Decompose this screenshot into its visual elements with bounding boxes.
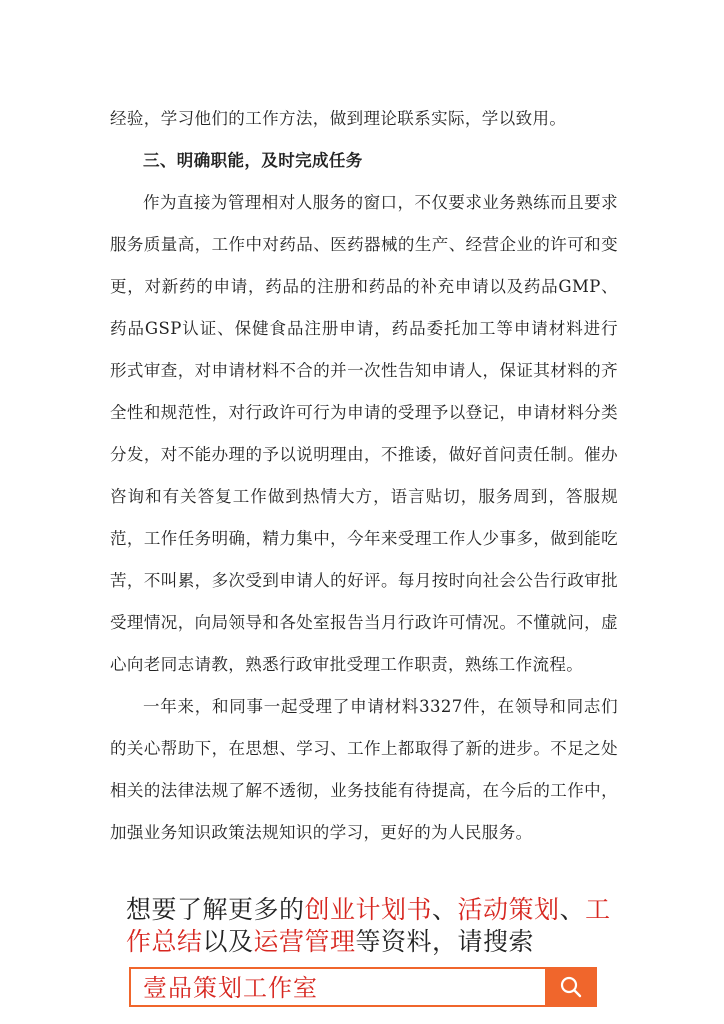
section-heading: 三、明确职能，及时完成任务 bbox=[143, 151, 363, 170]
promo-text-part: 以及 bbox=[202, 927, 254, 956]
search-button[interactable] bbox=[545, 967, 597, 1007]
search-icon bbox=[559, 975, 583, 999]
promo-text-part: 想要了解更多的 bbox=[126, 895, 305, 924]
promo-separator: 、 bbox=[559, 895, 586, 924]
promo-text bbox=[126, 894, 616, 958]
paragraph-continuation: 经验，学习他们的工作方法，做到理论联系实际，学以致用。 bbox=[110, 109, 567, 128]
promo-link-operations-management[interactable]: 运营管理 bbox=[253, 927, 356, 956]
document-body bbox=[110, 98, 618, 854]
paragraph-duties: 作为直接为管理相对人服务的窗口，不仅要求业务熟练而且要求服务质量高，工作中对药品、医药器械的生产、经营企业的许可和变更，对新药的申请，药品的注册和药品的补充申请以及药品GMP、药品GSP认证、保健食品注册申请，药品委托加工等申请材料进行形式审查，对申请材料不合的并一次性告知申请人，保证其材料的齐全性和规范性，对行政许可行为申请的受理予以登记，申请材料分类分发，对不能办理的予以说明理由，不推诿，做好首问责任制。催办咨询和有关答复工作做到热情大方，语言贴切，服务周到，答服规范，工作任务明确，精力集中，今年来受理工作人少事多，做到能吃苦，不叫累，多次受到申请人的好评。每月按时向社会公告行政审批受理情况，向局领导和各处室报告当月行政许可情况。不懂就问，虚心向老同志请教，熟悉行政审批受理工作职责，熟练工作流程。 bbox=[110, 193, 618, 674]
promo-separator: 、 bbox=[432, 895, 458, 924]
search-box[interactable] bbox=[129, 967, 597, 1007]
search-query[interactable]: 壹品策划工作室 bbox=[143, 974, 318, 1002]
promo-text-part: 等资料，请搜索 bbox=[355, 927, 535, 956]
promo-link-event-planning[interactable]: 活动策划 bbox=[457, 895, 560, 924]
promo-link-work-summary[interactable]: 工作总结 bbox=[126, 895, 611, 956]
promo-link-business-plan[interactable]: 创业计划书 bbox=[304, 895, 433, 924]
paragraph-summary: 一年来，和同事一起受理了申请材料3327件，在领导和同志们的关心帮助下，在思想、学习、工作上都取得了新的进步。不足之处相关的法律法规了解不透彻，业务技能有待提高，在今后的工作中，加强业务知识政策法规知识的学习，更好的为人民服务。 bbox=[110, 697, 618, 842]
